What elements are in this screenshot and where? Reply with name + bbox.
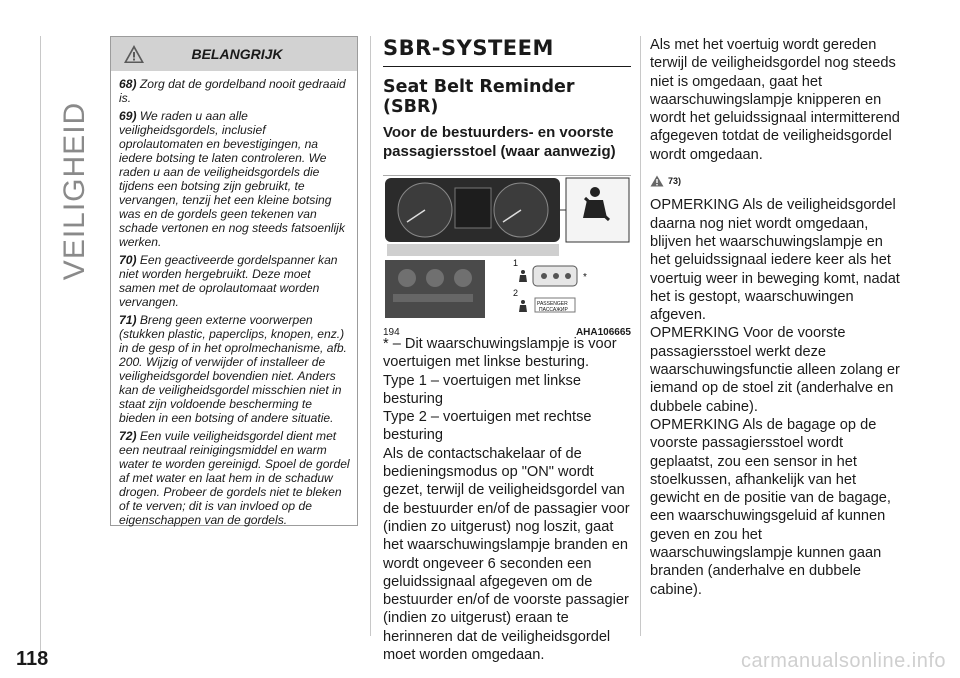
warning-item-number: 69): [119, 109, 137, 123]
warning-item-70: [119, 253, 350, 309]
warning-item-72: [119, 429, 350, 527]
figure-passenger-label: PASSENGER: [537, 301, 568, 307]
figure-asterisk: *: [583, 272, 587, 283]
warning-item-text: Breng geen externe voorwerpen (stukken plastic, paperclips, knopen, enz.) in de gesp of in het oprolmechanisme, afb. 200. Wijzig of verwijder of installeer de veiligheidsgordel bovendien niet. Anders kan de veiligheidsgordel misschien niet in staat zijn voldoende bescherming te bieden in een botsing of andere situatie.: [119, 313, 347, 425]
cluster-illustration: [383, 176, 631, 320]
warning-item-number: 70): [119, 253, 137, 267]
reference-number: 73): [668, 176, 682, 187]
warning-item-text: Zorg dat de gordelband nooit gedraaid is.: [119, 77, 346, 105]
sbr-section: [383, 36, 631, 664]
warning-item-number: 71): [119, 313, 137, 327]
figure-number: 194: [383, 327, 400, 338]
warning-item-71: [119, 313, 350, 425]
warning-ref-icon: [650, 175, 664, 187]
reference-note: [650, 172, 902, 190]
watermark: carmanualsonline.info: [740, 650, 946, 672]
column-divider: [370, 36, 371, 636]
figure-code: AHA106665: [575, 327, 631, 338]
figure-passenger-label-ru: ПАССАЖИР: [539, 307, 568, 313]
paragraph: Als de contactschakelaar of de bedieningsmodus op "ON" wordt gezet, terwijl de veiligheidsgordel van de bestuurder en/of de passagier voor (indien zo uitgerust) nog loszit, gaat het waarschuwingslampje branden en wordt ongeveer 6 seconden een geluidssignaal afgegeven om de bestuurder en/of de voorste passagier (indien zo uitgerust) eraan te herinneren dat de veiligheidsgordel moet worden omgedaan.: [383, 445, 630, 664]
section-heading: SBR-SYSTEEM: [383, 36, 631, 67]
warning-title: BELANGRIJK: [191, 46, 283, 62]
passenger-seatbelt-icon: [519, 300, 527, 312]
section-tab-label: VEILIGHEID: [58, 101, 92, 281]
sbr-body: [383, 335, 631, 664]
figure-label-1: 1: [513, 258, 519, 268]
paragraph: OPMERKING Voor de voorste passagiersstoel werkt deze waarschuwingsfunctie alleen zolang er iemand op de stoel zit (anderhalve en dubbele cabine).: [650, 325, 900, 415]
warning-item-text: Een vuile veiligheidsgordel dient met een neutraal reinigingsmiddel en warm water te worden gereinigd. Spoel de gordel af met water en laat hem in de schaduw drogen. Probeer de gordels niet te bleken of te verven; dit is van invloed op de eigenschappen van de gordels.: [119, 429, 350, 527]
paragraph: OPMERKING Als de bagage op de voorste passagiersstoel wordt geplaatst, zou een sensor in het stoelkussen, afhankelijk van het gewicht en de positie van de bagage, een waarschuwingsgeluid af kunnen geven en zou het waarschuwingslampje kunnen gaan branden (anderhalve en dubbele cabine).: [650, 416, 891, 598]
figure-instrument-cluster: [383, 175, 631, 338]
warning-box: [110, 36, 358, 526]
warning-item-text: Een geactiveerde gordelspanner kan niet worden hergebruikt. Deze moet samen met de oprolautomaat worden vervangen.: [119, 253, 338, 309]
figure-caption: [383, 327, 631, 338]
paragraph: * – Dit waarschuwingslampje is voor voertuigen met linkse besturing.: [383, 336, 617, 371]
warning-body: [111, 71, 357, 527]
seatbelt-indicator-icon: [519, 270, 527, 282]
paragraph: Type 1 – voertuigen met linkse besturing: [383, 372, 581, 407]
side-divider: [40, 36, 41, 654]
section-subheading-2: Voor de bestuurders- en voorste passagiersstoel (waar aanwezig): [383, 124, 616, 160]
warning-item-number: 72): [119, 429, 137, 443]
paragraph: Als met het voertuig wordt gereden terwijl de veiligheidsgordel nog steeds niet is omgedaan, gaat het waarschuwingslampje knipperen en wordt het geluidssignaal intermitterend afgegeven totdat de veiligheidsgordel wordt omgedaan.: [650, 37, 900, 163]
paragraph: OPMERKING Als de veiligheidsgordel daarna nog niet wordt omgedaan, blijven het waarschuwingslampje en het geluidssignaal iedere keer als het voertuig weer in beweging komt, nadat het is gestopt, waarschuwingen afgeven.: [650, 197, 900, 324]
warning-header: [111, 37, 357, 71]
warning-triangle-icon: [123, 44, 145, 64]
sbr-continued: [650, 36, 902, 599]
figure-label-2: 2: [513, 288, 519, 298]
section-subheading: Seat Belt Reminder (SBR): [383, 77, 575, 117]
warning-item-68: [119, 77, 350, 105]
page-number: 118: [16, 648, 49, 670]
warning-item-text: We raden u aan alle veiligheidsgordels, inclusief oprolautomaten en bevestigingen, na iedere botsing te laten controleren. We raden u aan de veiligheidsgordels die tijdens een botsing zijn gebruikt, te vervangen, tenzij het een kleine botsing was en de gordels geen tekenen van schade vertonen en nog steeds fatsoenlijk werken.: [119, 109, 345, 249]
section-tab: [8, 34, 92, 281]
paragraph: Type 2 – voertuigen met rechtse besturing: [383, 409, 592, 444]
warning-item-69: [119, 109, 350, 249]
warning-item-number: 68): [119, 77, 137, 91]
column-divider: [640, 36, 641, 636]
